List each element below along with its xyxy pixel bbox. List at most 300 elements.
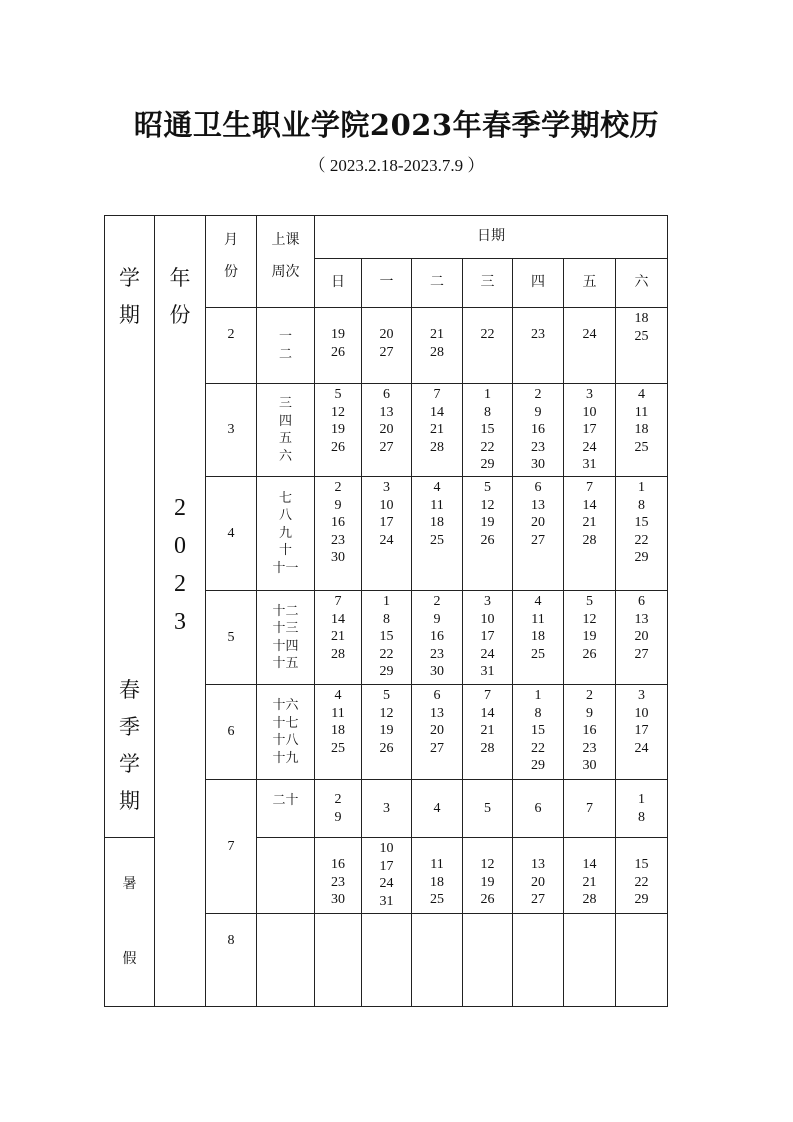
week-cell <box>257 780 315 838</box>
day-cell-0 <box>315 384 362 477</box>
day-list-item: 30 <box>331 892 345 907</box>
day-list-item: 4 <box>433 800 441 816</box>
week-cell <box>257 914 315 1007</box>
date-header: 日期 <box>315 216 668 259</box>
day-list-item: 28 <box>582 892 597 907</box>
day-list-item: 14 <box>430 404 444 420</box>
day-list-item: 28 <box>430 439 444 455</box>
day-list-item: 8 <box>534 705 542 721</box>
day-list-item: 21 <box>331 629 345 644</box>
day-list <box>315 591 361 663</box>
day-list-item: 5 <box>484 800 491 816</box>
day-list-item: 14 <box>582 857 597 872</box>
day-cell-1 <box>362 384 412 477</box>
day-cell-2 <box>412 780 463 838</box>
day-cell-6 <box>616 838 668 914</box>
month-header-text <box>206 216 256 288</box>
day-list-item: 3 <box>586 387 593 402</box>
day-list-item: 21 <box>582 515 597 530</box>
day-list-item: 19 <box>480 515 495 530</box>
day-list <box>315 838 361 909</box>
day-cell-0 <box>315 685 362 780</box>
day-list <box>412 384 462 456</box>
day-list <box>513 685 563 775</box>
day-list-item: 16 <box>430 629 444 644</box>
day-list <box>564 308 615 344</box>
day-list-item: 5 <box>383 688 390 703</box>
year-header-item: 份 <box>169 303 191 327</box>
day-cell-0 <box>315 308 362 384</box>
day-list <box>463 384 512 474</box>
weekday-header-6: 六 <box>616 259 668 308</box>
day-list-item: 7 <box>334 594 342 609</box>
spring-term-label-item: 学 <box>119 752 140 776</box>
day-list-item: 4 <box>534 594 542 609</box>
day-list-item: 10 <box>582 404 597 420</box>
weekday-header-1: 一 <box>362 259 412 308</box>
day-list-item: 29 <box>634 892 649 907</box>
day-list-item: 31 <box>379 893 394 909</box>
day-list-item: 21 <box>430 422 444 437</box>
day-list-item: 26 <box>331 439 345 455</box>
day-list-item: 25 <box>531 646 545 662</box>
day-list-item: 23 <box>331 532 345 548</box>
day-list-item: 10 <box>379 497 394 513</box>
month-value: 5 <box>227 629 235 645</box>
day-cell-4 <box>513 384 564 477</box>
weekday-header-5: 五 <box>564 259 616 308</box>
day-list-item: 3 <box>484 594 491 609</box>
day-cell-1 <box>362 685 412 780</box>
day-cell-3 <box>463 914 513 1007</box>
day-list-item: 19 <box>331 422 345 437</box>
day-list-item: 20 <box>531 515 545 530</box>
day-list <box>463 477 512 549</box>
day-list-item: 8 <box>638 809 645 825</box>
day-list <box>564 384 615 474</box>
day-list-item: 28 <box>331 646 345 662</box>
day-list-item: 2 <box>334 480 342 495</box>
week-list-item: 十八 <box>272 733 299 748</box>
term-column-inner <box>105 216 154 820</box>
day-list-item: 12 <box>582 611 597 627</box>
month-cell <box>206 384 257 477</box>
day-list-item: 19 <box>331 327 345 342</box>
day-list <box>412 477 462 549</box>
day-cell-6 <box>616 685 668 780</box>
week-list <box>257 328 314 363</box>
day-cell-5 <box>564 384 616 477</box>
day-list <box>564 838 615 909</box>
day-list-item: 7 <box>433 387 441 402</box>
week-list-item: 八 <box>278 508 292 524</box>
day-list-item: 11 <box>430 497 444 513</box>
day-list-item: 23 <box>582 740 597 756</box>
day-list-item: 24 <box>379 876 394 891</box>
day-list-item: 9 <box>534 404 542 420</box>
day-list-item: 5 <box>334 387 342 402</box>
day-list <box>315 477 361 567</box>
day-list <box>463 800 512 818</box>
day-cell-4 <box>513 477 564 591</box>
day-list-item: 6 <box>433 688 441 703</box>
day-list <box>564 591 615 663</box>
school-calendar-table <box>104 215 668 1007</box>
week-list-item: 十二 <box>272 603 299 619</box>
week-list-item: 十 <box>278 543 292 559</box>
day-cell-0 <box>315 914 362 1007</box>
day-list-item: 30 <box>430 664 444 679</box>
day-list <box>513 477 563 549</box>
day-cell-6 <box>616 308 668 384</box>
week-list-item: 四 <box>278 413 292 429</box>
day-cell-3 <box>463 780 513 838</box>
day-cell-1 <box>362 780 412 838</box>
day-cell-1 <box>362 914 412 1007</box>
day-list-item: 25 <box>634 439 649 455</box>
day-list-item: 13 <box>531 497 545 513</box>
year-value-item: 3 <box>174 609 186 635</box>
day-list-item: 4 <box>433 480 441 495</box>
month-value: 4 <box>227 525 235 541</box>
day-cell-1 <box>362 591 412 685</box>
day-list-item: 28 <box>582 532 597 548</box>
day-list-item: 2 <box>586 688 593 703</box>
day-list-item: 17 <box>379 858 394 874</box>
week-list-item: 三 <box>278 396 292 411</box>
day-list-item: 11 <box>331 705 345 721</box>
week-header-text <box>257 216 314 288</box>
month-cell <box>206 477 257 591</box>
day-list-item: 26 <box>480 892 495 907</box>
day-cell-5 <box>564 477 616 591</box>
day-list-item: 23 <box>531 327 545 342</box>
day-cell-4 <box>513 685 564 780</box>
day-cell-2 <box>412 685 463 780</box>
term-header-item: 期 <box>119 303 140 327</box>
day-list <box>616 791 667 826</box>
day-cell-4 <box>513 838 564 914</box>
day-list-item: 28 <box>430 344 444 360</box>
summer-label <box>105 847 154 997</box>
day-cell-3 <box>463 308 513 384</box>
day-list-item: 12 <box>379 705 394 721</box>
day-list-item: 1 <box>534 688 542 703</box>
month-header-text-item: 份 <box>224 264 238 280</box>
day-list-item: 6 <box>638 594 645 609</box>
day-list-item: 27 <box>634 646 649 662</box>
year-value-item: 0 <box>174 533 186 559</box>
spring-term-label-item: 春 <box>119 678 140 702</box>
day-list-item: 1 <box>484 387 491 402</box>
day-list-item: 24 <box>634 740 649 756</box>
day-list-item: 18 <box>634 311 649 326</box>
day-list-item: 21 <box>430 327 444 342</box>
day-cell-0 <box>315 780 362 838</box>
day-list <box>463 308 512 344</box>
day-list-item: 29 <box>531 758 545 773</box>
day-list-item: 15 <box>634 515 649 530</box>
day-list <box>362 800 411 818</box>
day-list-item: 13 <box>379 404 394 420</box>
day-cell-3 <box>463 384 513 477</box>
week-header <box>257 216 315 308</box>
day-list <box>513 384 563 474</box>
day-cell-6 <box>616 477 668 591</box>
day-cell-2 <box>412 308 463 384</box>
week-list <box>257 697 314 767</box>
day-list-item: 25 <box>634 328 649 344</box>
day-list <box>616 591 667 663</box>
week-list-item: 十一 <box>272 560 299 576</box>
day-list-item: 7 <box>484 688 491 703</box>
day-cell-3 <box>463 838 513 914</box>
week-list-item: 十三 <box>272 621 299 636</box>
day-list-item: 14 <box>331 611 345 627</box>
week-list-item: 十九 <box>272 750 299 766</box>
day-list <box>564 685 615 775</box>
day-list-item: 7 <box>586 800 593 816</box>
day-list-item: 3 <box>383 800 390 816</box>
day-list-item: 24 <box>480 646 495 662</box>
day-list-item: 27 <box>379 439 394 455</box>
day-cell-0 <box>315 477 362 591</box>
week-header-text-item: 周次 <box>271 264 300 280</box>
day-list-item: 29 <box>634 550 649 565</box>
day-list <box>616 838 667 909</box>
month-value: 6 <box>227 724 235 740</box>
week-cell <box>257 591 315 685</box>
day-list-item: 9 <box>334 497 342 513</box>
week-list-item: 二十 <box>272 793 299 808</box>
day-cell-3 <box>463 477 513 591</box>
week-list-item: 九 <box>278 525 292 541</box>
day-list <box>463 685 512 757</box>
month-header <box>206 216 257 308</box>
day-list-item: 13 <box>531 857 545 872</box>
day-list-item: 14 <box>480 705 495 721</box>
day-list-item: 14 <box>582 497 597 513</box>
week-list-item: 二 <box>278 346 292 362</box>
day-list-item: 1 <box>638 792 645 807</box>
day-cell-6 <box>616 384 668 477</box>
month-cell <box>206 308 257 384</box>
weekday-header-3: 三 <box>463 259 513 308</box>
day-cell-3 <box>463 591 513 685</box>
day-list-item: 8 <box>383 611 390 627</box>
day-list-item: 30 <box>582 758 597 773</box>
day-list-item: 20 <box>531 874 545 890</box>
day-cell-5 <box>564 838 616 914</box>
week-list <box>257 780 314 810</box>
day-list-item: 26 <box>480 532 495 548</box>
weekday-header-4: 四 <box>513 259 564 308</box>
week-list-item: 七 <box>278 490 292 506</box>
day-list-item: 21 <box>480 723 495 738</box>
day-list-item: 21 <box>582 874 597 890</box>
day-list-item: 15 <box>531 723 545 738</box>
day-list-item: 20 <box>634 629 649 644</box>
day-list-item: 6 <box>383 387 390 402</box>
day-list-item: 12 <box>480 497 495 513</box>
page-title: 昭通卫生职业学院2023年春季学期校历 <box>133 108 660 142</box>
day-cell-5 <box>564 780 616 838</box>
day-list-item: 27 <box>531 892 545 907</box>
day-list-item: 20 <box>430 723 444 738</box>
day-list-item: 8 <box>484 404 491 420</box>
week-list-item: 十五 <box>272 656 299 671</box>
day-list-item: 24 <box>582 327 597 342</box>
week-list-item: 五 <box>278 431 292 446</box>
day-cell-2 <box>412 914 463 1007</box>
day-list <box>513 800 563 818</box>
day-list <box>362 838 411 910</box>
day-list-item: 23 <box>331 874 345 890</box>
spring-term-label-item: 季 <box>119 715 140 739</box>
day-list <box>362 685 411 757</box>
day-list-item: 23 <box>430 646 444 662</box>
day-list-item: 25 <box>430 532 444 548</box>
day-list-item: 16 <box>531 422 545 437</box>
day-list-item: 27 <box>430 740 444 756</box>
month-cell <box>206 591 257 685</box>
day-list <box>362 591 411 681</box>
day-list-item: 19 <box>379 723 394 738</box>
day-list-item: 12 <box>331 404 345 420</box>
weekday-header-0: 日 <box>315 259 362 308</box>
day-list-item: 24 <box>582 439 597 455</box>
day-cell-2 <box>412 477 463 591</box>
day-list <box>616 477 667 567</box>
year-header-item: 年 <box>169 266 191 290</box>
week-list <box>257 490 314 578</box>
day-cell-4 <box>513 308 564 384</box>
day-list-item: 29 <box>480 457 495 472</box>
day-list-item: 16 <box>582 723 597 738</box>
day-cell-5 <box>564 685 616 780</box>
day-list-item: 24 <box>379 532 394 548</box>
day-list <box>412 308 462 361</box>
day-list-item: 9 <box>586 705 593 721</box>
day-list-item: 26 <box>582 646 597 662</box>
day-list-item: 16 <box>331 515 345 530</box>
day-list <box>315 308 361 361</box>
day-cell-2 <box>412 591 463 685</box>
day-list-item: 7 <box>586 480 593 495</box>
day-list <box>513 838 563 909</box>
day-list-item: 22 <box>480 439 495 455</box>
day-list-item: 5 <box>484 480 491 495</box>
week-header-text-item: 上课 <box>271 232 300 248</box>
day-list <box>362 384 411 456</box>
day-list-item: 1 <box>383 594 390 609</box>
day-list <box>315 791 361 826</box>
day-list <box>412 685 462 757</box>
day-list-item: 17 <box>582 422 597 437</box>
day-cell-6 <box>616 780 668 838</box>
day-list-item: 18 <box>531 629 545 644</box>
day-list-item: 26 <box>331 344 345 360</box>
day-list-item: 18 <box>331 723 345 738</box>
day-cell-5 <box>564 914 616 1007</box>
year-column <box>155 216 206 1007</box>
day-cell-2 <box>412 838 463 914</box>
day-list-item: 5 <box>586 594 593 609</box>
day-list-item: 30 <box>331 550 345 565</box>
week-cell <box>257 685 315 780</box>
day-list-item: 18 <box>430 874 444 890</box>
day-list-item: 31 <box>582 457 597 472</box>
week-list-item: 十六 <box>272 698 299 713</box>
day-list <box>564 477 615 549</box>
day-cell-1 <box>362 477 412 591</box>
day-list-item: 22 <box>480 327 495 342</box>
spring-term-label <box>119 672 140 820</box>
day-list <box>616 384 667 456</box>
day-cell-6 <box>616 591 668 685</box>
day-list-item: 18 <box>634 422 649 437</box>
day-list <box>362 308 411 361</box>
spring-term-label-item: 期 <box>119 789 140 813</box>
day-list-item: 29 <box>379 664 394 679</box>
week-cell <box>257 384 315 477</box>
week-list-item: 六 <box>278 448 292 464</box>
day-cell-0 <box>315 838 362 914</box>
day-list-item: 3 <box>638 688 645 703</box>
day-cell-4 <box>513 780 564 838</box>
day-list <box>463 591 512 681</box>
day-list-item: 2 <box>534 387 542 402</box>
week-list-item: 十四 <box>272 638 299 654</box>
day-list-item: 19 <box>480 874 495 890</box>
day-cell-4 <box>513 591 564 685</box>
term-header-item: 学 <box>119 266 140 290</box>
header-row-1 <box>105 216 668 259</box>
day-list-item: 1 <box>638 480 645 495</box>
day-list-item: 27 <box>531 532 545 548</box>
day-list-item: 12 <box>480 857 495 872</box>
day-list <box>564 800 615 818</box>
day-list <box>412 838 462 909</box>
week-list <box>257 603 314 673</box>
day-list-item: 22 <box>634 532 649 548</box>
year-value-item: 2 <box>174 495 186 521</box>
week-list-item: 十七 <box>272 715 299 731</box>
day-list <box>616 308 667 345</box>
day-list-item: 15 <box>634 857 649 872</box>
day-list-item: 10 <box>379 841 394 856</box>
day-list <box>513 591 563 663</box>
day-list-item: 17 <box>379 515 394 530</box>
weekday-header-2: 二 <box>412 259 463 308</box>
day-list-item: 28 <box>480 740 495 756</box>
week-cell <box>257 308 315 384</box>
day-list <box>463 838 512 909</box>
day-list-item: 11 <box>634 404 649 420</box>
day-list-item: 18 <box>430 515 444 530</box>
day-list-item: 6 <box>534 800 542 816</box>
day-list-item: 4 <box>334 688 342 703</box>
day-cell-0 <box>315 591 362 685</box>
day-list-item: 15 <box>480 422 495 437</box>
term-header <box>119 260 140 334</box>
day-list-item: 13 <box>634 611 649 627</box>
day-cell-2 <box>412 384 463 477</box>
day-list-item: 22 <box>379 646 394 662</box>
day-list-item: 22 <box>531 740 545 756</box>
day-list-item: 11 <box>430 857 444 872</box>
month-cell <box>206 914 257 1007</box>
